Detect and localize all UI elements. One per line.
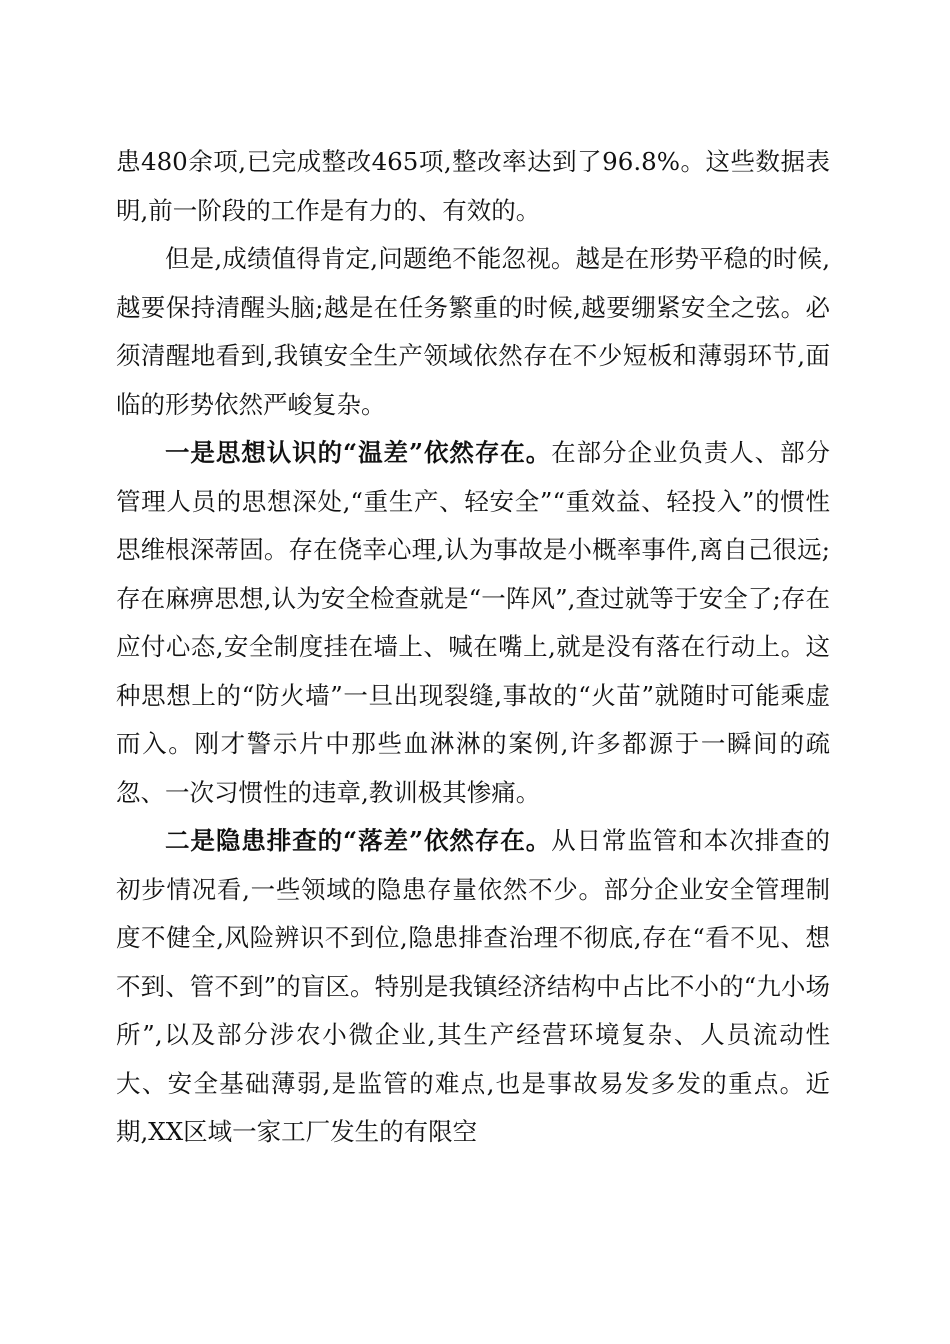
paragraph-3 — [116, 429, 830, 817]
paragraph-2-text: 但是,成绩值得肯定,问题绝不能忽视。越是在形势平稳的时候,越要保持清醒头脑;越是在任务繁重的时候,越要绷紧安全之弦。必须清醒地看到,我镇安全生产领域依然存在不少短板和薄弱环节,面临的形势依然严峻复杂。 — [116, 244, 830, 419]
paragraph-1 — [116, 138, 830, 235]
paragraph-4-lead: 二是隐患排查的“落差”依然存在。 — [165, 826, 552, 855]
paragraph-1-text: 患480余项,已完成整改465项,整改率达到了96.8%。这些数据表明,前一阶段的工作是有力的、有效的。 — [116, 147, 830, 225]
paragraph-3-text: 在部分企业负责人、部分管理人员的思想深处,“重生产、轻安全”“重效益、轻投入”的惯性思维根深蒂固。存在侥幸心理,认为事故是小概率事件,离自己很远;存在麻痹思想,认为安全检查就是“一阵风”,查过就等于安全了;存在应付心态,安全制度挂在墙上、喊在嘴上,就是没有落在行动上。这种思想上的“防火墙”一旦出现裂缝,事故的“火苗”就随时可能乘虚而入。刚才警示片中那些血淋淋的案例,许多都源于一瞬间的疏忽、一次习惯性的违章,教训极其惨痛。 — [116, 438, 831, 807]
paragraph-3-lead: 一是思想认识的“温差”依然存在。 — [165, 438, 552, 467]
paragraph-4-text: 从日常监管和本次排查的初步情况看,一些领域的隐患存量依然不少。部分企业安全管理制度不健全,风险辨识不到位,隐患排查治理不彻底,存在“看不见、想不到、管不到”的盲区。特别是我镇经济结构中占比不小的“九小场所”,以及部分涉农小微企业,其生产经营环境复杂、人员流动性大、安全基础薄弱,是监管的难点,也是事故易发多发的重点。近期,XX区域一家工厂发生的有限空 — [116, 826, 831, 1146]
paragraph-2 — [116, 235, 830, 429]
document-body — [116, 138, 830, 1157]
paragraph-4 — [116, 817, 830, 1157]
